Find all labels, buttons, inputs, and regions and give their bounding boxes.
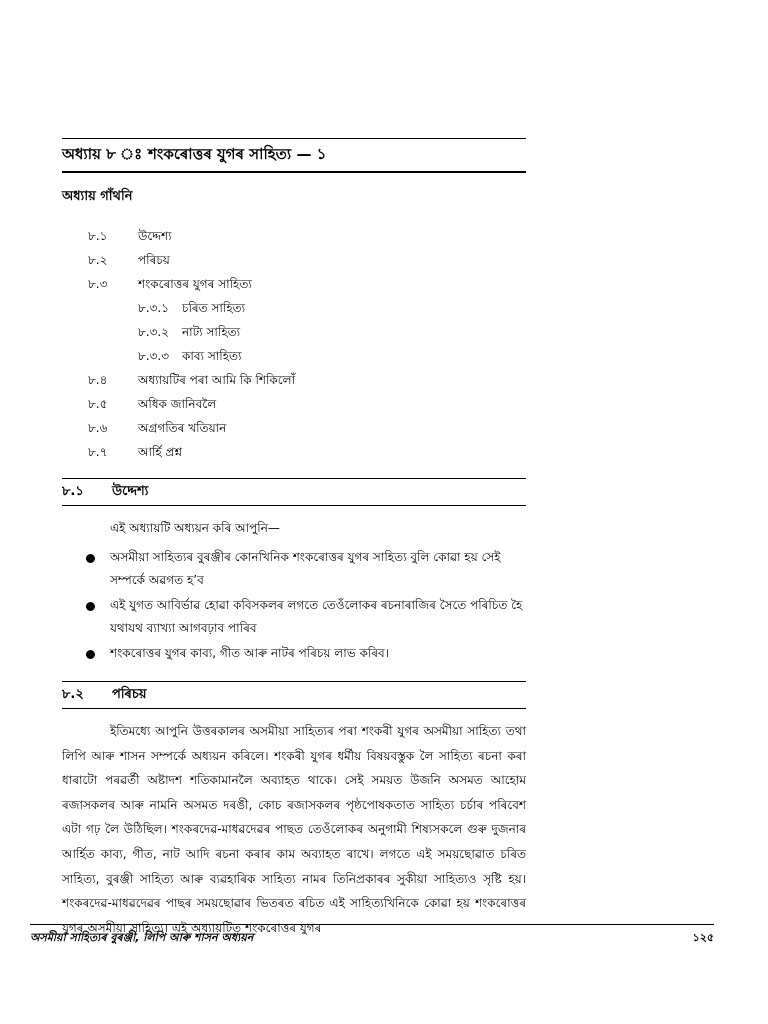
outline-item: ৮.২ পৰিচয় (88, 253, 170, 267)
list-item: অসমীয়া সাহিত্যৰ বুৰঞ্জীৰ কোনখিনিক শংকৰোত্তৰ যুগৰ সাহিত্য বুলি কোৱা হয় সেই সম্পৰ্কে অৱগত হ’ব (62, 546, 526, 592)
outline-subitem: ৮.৩.২ নাট্য সাহিত্য (138, 325, 241, 339)
objectives-lead: এই অধ্যায়টি অধ্যয়ন কৰি আপুনি— (110, 521, 280, 535)
outline-item: ৮.৪ অধ্যায়টিৰ পৰা আমি কি শিকিলোঁ (88, 373, 296, 387)
section-heading-introduction (62, 682, 526, 708)
section-rule (62, 505, 526, 506)
outline-item: ৮.৬ অগ্ৰগতিৰ খতিয়ান (88, 421, 227, 435)
list-item: এই যুগত আবিৰ্ভাৱ হোৱা কবিসকলৰ লগতে তেওঁলোকৰ ৰচনাৰাজিৰ সৈতে পৰিচিত হৈ যথাযথ ব্যাখ্যা আগবঢ়াব পাৰিব (62, 594, 526, 640)
page-number: ১২৫ (692, 931, 714, 944)
page-footer (30, 924, 714, 948)
section-title: পৰিচয় (112, 686, 147, 702)
outline-item: ৮.৭ আৰ্হি প্ৰশ্ন (88, 445, 183, 459)
outline-item: ৮.৫ অধিক জানিবলৈ (88, 397, 217, 411)
outline-item: ৮.১ উদ্দেশ্য (88, 229, 172, 243)
section-number: ৮.২ (62, 686, 84, 702)
list-item: শংকৰোত্তৰ যুগৰ কাব্য, গীত আৰু নাটৰ পৰিচয় লাভ কৰিব। (62, 642, 526, 665)
introduction-paragraph: ইতিমধ্যে আপুনি উত্তৰকালৰ অসমীয়া সাহিত্যৰ পৰা শংকৰী যুগৰ অসমীয়া সাহিত্য তথা লিপি আৰু শাসন সম্পৰ্কে অধ্যয়ন কৰিলে। শংকৰী যুগৰ ধৰ্মীয় বিষয়বস্তুক লৈ সাহিত্য ৰচনা কৰা ধাৰাটো পৰৱৰ্তী অষ্টাদশ শতিকামানলৈ অব্যাহত থাকে। সেই সময়ত উজনি অসমত আহোম ৰজাসকলৰ আৰু নামনি অসমত দৰঙী, কোচ ৰজাসকলৰ পৃষ্ঠপোষকতাত সাহিত্য চৰ্চাৰ পৰিবেশ এটা গঢ় লৈ উঠিছিল। শংকৰদেৱ-মাধৱদেৱৰ পাছত তেওঁলোকৰ অনুগামী শিষ্যসকলে গুৰু দুজনাৰ আৰ্হিত কাব্য, গীত, নাট আদি ৰচনা কৰাৰ কাম অব্যাহত ৰাখে। লগতে এই সময়ছোৱাত চৰিত সাহিত্য, বুৰঞ্জী সাহিত্য আৰু ব্যৱহাৰিক সাহিত্য নামৰ তিনিপ্ৰকাৰৰ সুকীয়া সাহিত্যও সৃষ্টি হয়। শংকৰদেৱ-মাধৱদেৱৰ পাছৰ সময়ছোৱাৰ ভিতৰত ৰচিত এই সাহিত্যখিনিকে কোৱা হয় শংকৰোত্তৰ যুগৰ অসমীয়া সাহিত্য। এই অধ্যায়টিত শংকৰোত্তৰ যুগৰ (62, 724, 526, 935)
footer-book-title: অসমীয়া সাহিত্যৰ বুৰঞ্জী, লিপি আৰু শাসন অধ্যয়ন (30, 931, 254, 944)
section-title: উদ্দেশ্য (112, 483, 149, 499)
bullet-icon (86, 602, 95, 611)
bullet-icon (86, 650, 95, 659)
outline-title: অধ্যায় গাঁথনি (62, 189, 133, 204)
section-heading-objectives (62, 479, 526, 505)
outline-item: ৮.৩ শংকৰোত্তৰ যুগৰ সাহিত্য (88, 277, 252, 291)
outline-subitem: ৮.৩.৩ কাব্য সাহিত্য (138, 349, 242, 363)
chapter-rule (62, 171, 526, 173)
chapter-outline (62, 226, 526, 466)
objectives-list (62, 546, 526, 665)
section-rule (62, 708, 526, 709)
bullet-icon (86, 554, 95, 563)
chapter-title: শংকৰোত্তৰ যুগৰ সাহিত্য — ১ (148, 144, 327, 163)
page-content (62, 138, 526, 940)
chapter-number: অধ্যায় ৮ ঃ (62, 144, 143, 163)
outline-subitem: ৮.৩.১ চৰিত সাহিত্য (138, 301, 246, 315)
section-number: ৮.১ (62, 483, 84, 499)
chapter-heading (62, 139, 526, 171)
